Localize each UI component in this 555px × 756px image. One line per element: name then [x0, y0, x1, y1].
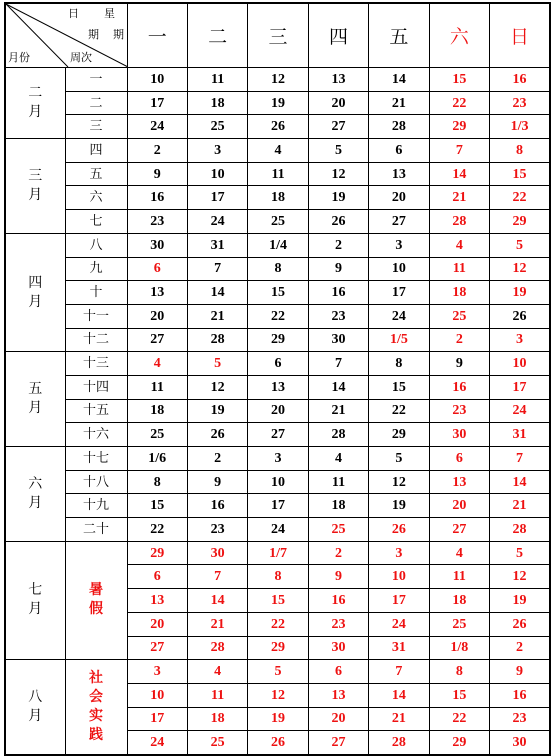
day-cell: 29 [248, 636, 308, 660]
week-number: 二 [65, 91, 127, 115]
week-row [5, 210, 550, 234]
day-cell: 5 [308, 139, 368, 163]
day-cell: 20 [248, 399, 308, 423]
day-cell: 15 [429, 683, 489, 707]
day-cell: 2 [490, 636, 550, 660]
day-cell: 18 [429, 281, 489, 305]
day-cell: 22 [429, 707, 489, 731]
day-cell: 4 [429, 541, 489, 565]
day-cell: 27 [429, 518, 489, 542]
day-cell: 28 [187, 328, 247, 352]
day-cell: 10 [490, 352, 550, 376]
day-cell: 19 [490, 281, 550, 305]
week-number: 六 [65, 186, 127, 210]
week-number: 十五 [65, 399, 127, 423]
day-cell: 19 [369, 494, 429, 518]
day-cell: 15 [248, 589, 308, 613]
day-cell: 2 [308, 541, 368, 565]
day-cell: 10 [187, 162, 247, 186]
week-number: 五 [65, 162, 127, 186]
day-cell: 4 [127, 352, 187, 376]
week-row [5, 281, 550, 305]
day-cell: 28 [490, 518, 550, 542]
day-cell: 27 [248, 423, 308, 447]
day-cell: 1/6 [127, 447, 187, 471]
week-row [5, 233, 550, 257]
day-cell: 1/4 [248, 233, 308, 257]
week-row [5, 660, 550, 684]
week-number: 十三 [65, 352, 127, 376]
day-cell: 6 [127, 565, 187, 589]
day-cell: 1/8 [429, 636, 489, 660]
day-cell: 25 [308, 518, 368, 542]
day-cell: 23 [308, 612, 368, 636]
day-cell: 29 [369, 423, 429, 447]
day-cell: 6 [127, 257, 187, 281]
week-row [5, 447, 550, 471]
day-cell: 30 [429, 423, 489, 447]
day-cell: 14 [490, 470, 550, 494]
day-cell: 9 [127, 162, 187, 186]
corner-label-qi: 期 [88, 28, 99, 41]
corner-label-ri: 日 [68, 7, 79, 20]
week-row [5, 399, 550, 423]
day-cell: 20 [127, 304, 187, 328]
day-cell: 10 [369, 257, 429, 281]
day-cell: 29 [490, 210, 550, 234]
holiday-note: 社 会 实 践 [65, 660, 127, 755]
day-cell: 19 [248, 707, 308, 731]
week-number: 十二 [65, 328, 127, 352]
day-cell: 2 [127, 139, 187, 163]
day-cell: 24 [490, 399, 550, 423]
day-cell: 28 [187, 636, 247, 660]
day-cell: 23 [490, 707, 550, 731]
day-cell: 7 [187, 257, 247, 281]
day-cell: 10 [127, 683, 187, 707]
day-cell: 6 [308, 660, 368, 684]
day-cell: 5 [369, 447, 429, 471]
month-label: 四 月 [5, 233, 65, 351]
day-cell: 16 [490, 683, 550, 707]
day-cell: 3 [369, 541, 429, 565]
day-cell: 30 [308, 328, 368, 352]
day-cell: 8 [127, 470, 187, 494]
weekday-header: 日 [490, 3, 550, 68]
week-row [5, 494, 550, 518]
day-cell: 9 [187, 470, 247, 494]
day-cell: 9 [308, 565, 368, 589]
day-cell: 4 [248, 139, 308, 163]
day-cell: 5 [248, 660, 308, 684]
week-number: 三 [65, 115, 127, 139]
week-row [5, 328, 550, 352]
day-cell: 15 [127, 494, 187, 518]
day-cell: 16 [308, 281, 368, 305]
day-cell: 18 [308, 494, 368, 518]
day-cell: 30 [127, 233, 187, 257]
day-cell: 8 [429, 660, 489, 684]
day-cell: 21 [429, 186, 489, 210]
day-cell: 28 [369, 731, 429, 755]
corner-header-cell [5, 3, 127, 68]
day-cell: 13 [127, 281, 187, 305]
weekday-header: 二 [187, 3, 247, 68]
day-cell: 4 [308, 447, 368, 471]
day-cell: 12 [248, 683, 308, 707]
day-cell: 6 [429, 447, 489, 471]
day-cell: 13 [308, 683, 368, 707]
day-cell: 15 [248, 281, 308, 305]
week-row [5, 352, 550, 376]
day-cell: 18 [429, 589, 489, 613]
day-cell: 8 [369, 352, 429, 376]
day-cell: 22 [248, 612, 308, 636]
day-cell: 19 [187, 399, 247, 423]
month-label: 八 月 [5, 660, 65, 755]
week-row [5, 186, 550, 210]
week-row [5, 91, 550, 115]
week-row [5, 68, 550, 92]
weekday-header: 三 [248, 3, 308, 68]
month-label: 五 月 [5, 352, 65, 447]
day-cell: 7 [187, 565, 247, 589]
week-row [5, 518, 550, 542]
day-cell: 31 [187, 233, 247, 257]
day-cell: 27 [369, 210, 429, 234]
header-row [5, 3, 550, 68]
day-cell: 17 [369, 589, 429, 613]
day-cell: 27 [308, 115, 368, 139]
day-cell: 30 [187, 541, 247, 565]
day-cell: 12 [369, 470, 429, 494]
week-number: 九 [65, 257, 127, 281]
day-cell: 20 [308, 707, 368, 731]
day-cell: 25 [429, 612, 489, 636]
day-cell: 14 [187, 589, 247, 613]
day-cell: 26 [490, 612, 550, 636]
day-cell: 3 [187, 139, 247, 163]
week-number: 十四 [65, 375, 127, 399]
day-cell: 1/3 [490, 115, 550, 139]
corner-label-xing: 星 [104, 7, 115, 20]
day-cell: 25 [429, 304, 489, 328]
day-cell: 22 [127, 518, 187, 542]
week-row [5, 162, 550, 186]
day-cell: 15 [369, 375, 429, 399]
day-cell: 12 [187, 375, 247, 399]
day-cell: 15 [490, 162, 550, 186]
day-cell: 21 [369, 91, 429, 115]
day-cell: 19 [308, 186, 368, 210]
day-cell: 19 [490, 589, 550, 613]
day-cell: 16 [429, 375, 489, 399]
week-row [5, 375, 550, 399]
month-label: 二 月 [5, 68, 65, 139]
day-cell: 26 [248, 731, 308, 755]
week-number: 七 [65, 210, 127, 234]
corner-label-week-number: 周次 [70, 51, 92, 64]
day-cell: 7 [490, 447, 550, 471]
day-cell: 26 [490, 304, 550, 328]
day-cell: 14 [369, 68, 429, 92]
day-cell: 19 [248, 91, 308, 115]
week-row [5, 115, 550, 139]
day-cell: 9 [308, 257, 368, 281]
day-cell: 16 [490, 68, 550, 92]
day-cell: 24 [127, 115, 187, 139]
week-number: 十一 [65, 304, 127, 328]
day-cell: 1/5 [369, 328, 429, 352]
day-cell: 18 [248, 186, 308, 210]
day-cell: 28 [369, 115, 429, 139]
day-cell: 18 [187, 91, 247, 115]
week-row [5, 470, 550, 494]
day-cell: 23 [308, 304, 368, 328]
day-cell: 22 [248, 304, 308, 328]
day-cell: 23 [429, 399, 489, 423]
day-cell: 11 [308, 470, 368, 494]
month-label: 七 月 [5, 541, 65, 659]
month-label: 三 月 [5, 139, 65, 234]
day-cell: 11 [429, 565, 489, 589]
day-cell: 31 [490, 423, 550, 447]
day-cell: 21 [308, 399, 368, 423]
day-cell: 18 [127, 399, 187, 423]
day-cell: 1/7 [248, 541, 308, 565]
day-cell: 25 [127, 423, 187, 447]
day-cell: 24 [369, 612, 429, 636]
day-cell: 13 [429, 470, 489, 494]
week-row [5, 423, 550, 447]
day-cell: 20 [429, 494, 489, 518]
day-cell: 26 [187, 423, 247, 447]
day-cell: 20 [127, 612, 187, 636]
day-cell: 4 [187, 660, 247, 684]
day-cell: 24 [187, 210, 247, 234]
day-cell: 26 [369, 518, 429, 542]
day-cell: 6 [369, 139, 429, 163]
day-cell: 5 [490, 233, 550, 257]
day-cell: 21 [187, 304, 247, 328]
day-cell: 27 [127, 636, 187, 660]
day-cell: 31 [369, 636, 429, 660]
day-cell: 10 [248, 470, 308, 494]
day-cell: 28 [429, 210, 489, 234]
day-cell: 28 [308, 423, 368, 447]
day-cell: 3 [369, 233, 429, 257]
day-cell: 25 [248, 210, 308, 234]
week-number: 一 [65, 68, 127, 92]
day-cell: 12 [308, 162, 368, 186]
day-cell: 20 [308, 91, 368, 115]
holiday-note: 暑 假 [65, 541, 127, 659]
day-cell: 9 [429, 352, 489, 376]
day-cell: 14 [429, 162, 489, 186]
day-cell: 30 [490, 731, 550, 755]
day-cell: 16 [127, 186, 187, 210]
day-cell: 15 [429, 68, 489, 92]
day-cell: 13 [369, 162, 429, 186]
day-cell: 29 [429, 115, 489, 139]
day-cell: 17 [187, 186, 247, 210]
day-cell: 7 [429, 139, 489, 163]
day-cell: 26 [248, 115, 308, 139]
day-cell: 11 [429, 257, 489, 281]
week-row [5, 139, 550, 163]
day-cell: 20 [369, 186, 429, 210]
day-cell: 24 [248, 518, 308, 542]
day-cell: 8 [490, 139, 550, 163]
day-cell: 8 [248, 565, 308, 589]
day-cell: 14 [308, 375, 368, 399]
day-cell: 10 [127, 68, 187, 92]
day-cell: 2 [187, 447, 247, 471]
day-cell: 22 [490, 186, 550, 210]
day-cell: 29 [248, 328, 308, 352]
week-row [5, 257, 550, 281]
day-cell: 14 [369, 683, 429, 707]
day-cell: 3 [248, 447, 308, 471]
week-number: 十六 [65, 423, 127, 447]
week-row [5, 541, 550, 565]
day-cell: 21 [369, 707, 429, 731]
day-cell: 22 [369, 399, 429, 423]
day-cell: 26 [308, 210, 368, 234]
day-cell: 13 [308, 68, 368, 92]
day-cell: 12 [490, 565, 550, 589]
weekday-header: 六 [429, 3, 489, 68]
day-cell: 17 [369, 281, 429, 305]
week-number: 十九 [65, 494, 127, 518]
week-number: 十 [65, 281, 127, 305]
day-cell: 24 [127, 731, 187, 755]
week-row [5, 304, 550, 328]
day-cell: 29 [429, 731, 489, 755]
day-cell: 18 [187, 707, 247, 731]
semester-calendar-table [4, 2, 551, 756]
day-cell: 23 [490, 91, 550, 115]
day-cell: 11 [127, 375, 187, 399]
day-cell: 17 [127, 91, 187, 115]
corner-label-month: 月份 [8, 51, 30, 64]
day-cell: 7 [369, 660, 429, 684]
day-cell: 23 [127, 210, 187, 234]
day-cell: 21 [490, 494, 550, 518]
week-number: 八 [65, 233, 127, 257]
day-cell: 2 [429, 328, 489, 352]
weekday-header: 一 [127, 3, 187, 68]
day-cell: 11 [248, 162, 308, 186]
day-cell: 12 [490, 257, 550, 281]
day-cell: 24 [369, 304, 429, 328]
day-cell: 4 [429, 233, 489, 257]
day-cell: 16 [308, 589, 368, 613]
day-cell: 27 [308, 731, 368, 755]
corner-label-qi-2: 期 [113, 28, 124, 41]
day-cell: 3 [127, 660, 187, 684]
week-number: 十八 [65, 470, 127, 494]
day-cell: 23 [187, 518, 247, 542]
day-cell: 7 [308, 352, 368, 376]
day-cell: 13 [127, 589, 187, 613]
weekday-header: 五 [369, 3, 429, 68]
day-cell: 2 [308, 233, 368, 257]
week-number: 十七 [65, 447, 127, 471]
day-cell: 5 [490, 541, 550, 565]
day-cell: 30 [308, 636, 368, 660]
day-cell: 17 [490, 375, 550, 399]
month-label: 六 月 [5, 447, 65, 542]
day-cell: 27 [127, 328, 187, 352]
day-cell: 17 [127, 707, 187, 731]
week-number: 二十 [65, 518, 127, 542]
day-cell: 10 [369, 565, 429, 589]
day-cell: 17 [248, 494, 308, 518]
day-cell: 22 [429, 91, 489, 115]
day-cell: 5 [187, 352, 247, 376]
day-cell: 6 [248, 352, 308, 376]
day-cell: 16 [187, 494, 247, 518]
day-cell: 11 [187, 68, 247, 92]
day-cell: 12 [248, 68, 308, 92]
week-number: 四 [65, 139, 127, 163]
weekday-header: 四 [308, 3, 368, 68]
day-cell: 29 [127, 541, 187, 565]
day-cell: 3 [490, 328, 550, 352]
day-cell: 25 [187, 731, 247, 755]
day-cell: 13 [248, 375, 308, 399]
day-cell: 14 [187, 281, 247, 305]
day-cell: 25 [187, 115, 247, 139]
day-cell: 9 [490, 660, 550, 684]
day-cell: 11 [187, 683, 247, 707]
day-cell: 8 [248, 257, 308, 281]
day-cell: 21 [187, 612, 247, 636]
